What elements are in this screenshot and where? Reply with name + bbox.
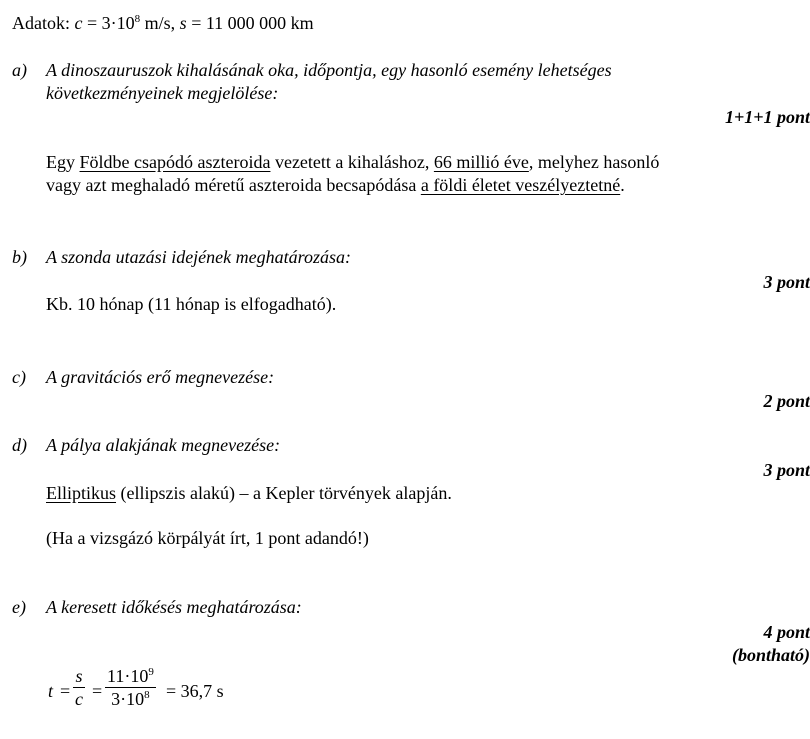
section-a-heading-line1: A dinoszauruszok kihalásának oka, időpontja, egy hasonló esemény lehetséges — [46, 60, 612, 80]
answer-text: vagy azt meghaladó méretű aszteroida becsapódása — [46, 175, 421, 195]
data-label: Adatok: — [12, 13, 70, 33]
c-equation: = 3·10 — [82, 13, 135, 33]
numerator-base: 11·10 — [107, 666, 149, 686]
section-c-points: 2 pont — [763, 391, 810, 411]
denominator-base: 3·10 — [111, 689, 145, 709]
answer-text: Egy — [46, 152, 80, 172]
data-line — [12, 12, 314, 34]
answer-text: . — [620, 175, 625, 195]
answer-key-elliptical: Elliptikus — [46, 483, 117, 503]
formula-t: t — [48, 681, 54, 701]
section-a-points: 1+1+1 pont — [724, 107, 810, 127]
section-b-heading: A szonda utazási idejének meghatározása: — [46, 247, 351, 267]
section-a-answer-line1 — [46, 151, 659, 173]
section-c-letter: c) — [12, 367, 26, 387]
answer-key-time: 66 millió éve — [433, 152, 529, 172]
numerator-exponent: 9 — [148, 666, 154, 678]
answer-text: , melyhez hasonló — [528, 152, 660, 172]
fraction-s-over-c — [73, 665, 85, 710]
section-e-points-note: (bontható) — [731, 645, 810, 665]
section-e-points: 4 pont — [763, 622, 810, 642]
answer-key-asteroid: Földbe csapódó aszteroida — [79, 152, 271, 172]
s-variable: s — [179, 13, 187, 33]
fraction-numerator: s — [75, 666, 83, 686]
answer-text: (ellipszis alakú) – a Kepler törvények alapján. — [116, 483, 452, 503]
fraction-denominator — [109, 688, 152, 710]
section-e-letter: e) — [12, 597, 26, 617]
section-d-answer — [46, 482, 452, 504]
section-a-answer-line2 — [46, 174, 625, 196]
section-b-answer: Kb. 10 hónap (11 hónap is elfogadható). — [46, 294, 337, 314]
answer-key-consequence: a földi életet veszélyeztetné — [420, 175, 621, 195]
section-e-heading: A keresett időkésés meghatározása: — [46, 597, 302, 617]
section-d-letter: d) — [12, 435, 27, 455]
formula-equals-2: = — [92, 681, 103, 701]
fraction-denominator: c — [75, 689, 83, 709]
section-b-points: 3 pont — [763, 272, 810, 292]
c-variable: c — [74, 13, 83, 33]
answer-text: vezetett a kihaláshoz, — [270, 152, 434, 172]
section-c-heading: A gravitációs erő megnevezése: — [46, 367, 275, 387]
section-a-letter: a) — [12, 60, 27, 80]
section-a-heading-line2: következményeinek megjelölése: — [46, 83, 279, 103]
section-b-letter: b) — [12, 247, 27, 267]
section-d-note: (Ha a vizsgázó körpályát írt, 1 pont adandó!) — [46, 528, 369, 548]
c-exponent: 8 — [134, 13, 141, 25]
s-value: = 11 000 000 km — [186, 13, 314, 33]
formula-result: = 36,7 s — [166, 681, 224, 701]
fraction-numeric — [105, 665, 156, 710]
formula-equals-1: = — [60, 681, 71, 701]
section-d-points: 3 pont — [763, 460, 810, 480]
fraction-numerator — [105, 665, 156, 687]
section-d-heading: A pálya alakjának megnevezése: — [46, 435, 281, 455]
c-unit: m/s, — [140, 13, 180, 33]
denominator-exponent: 8 — [144, 689, 150, 701]
